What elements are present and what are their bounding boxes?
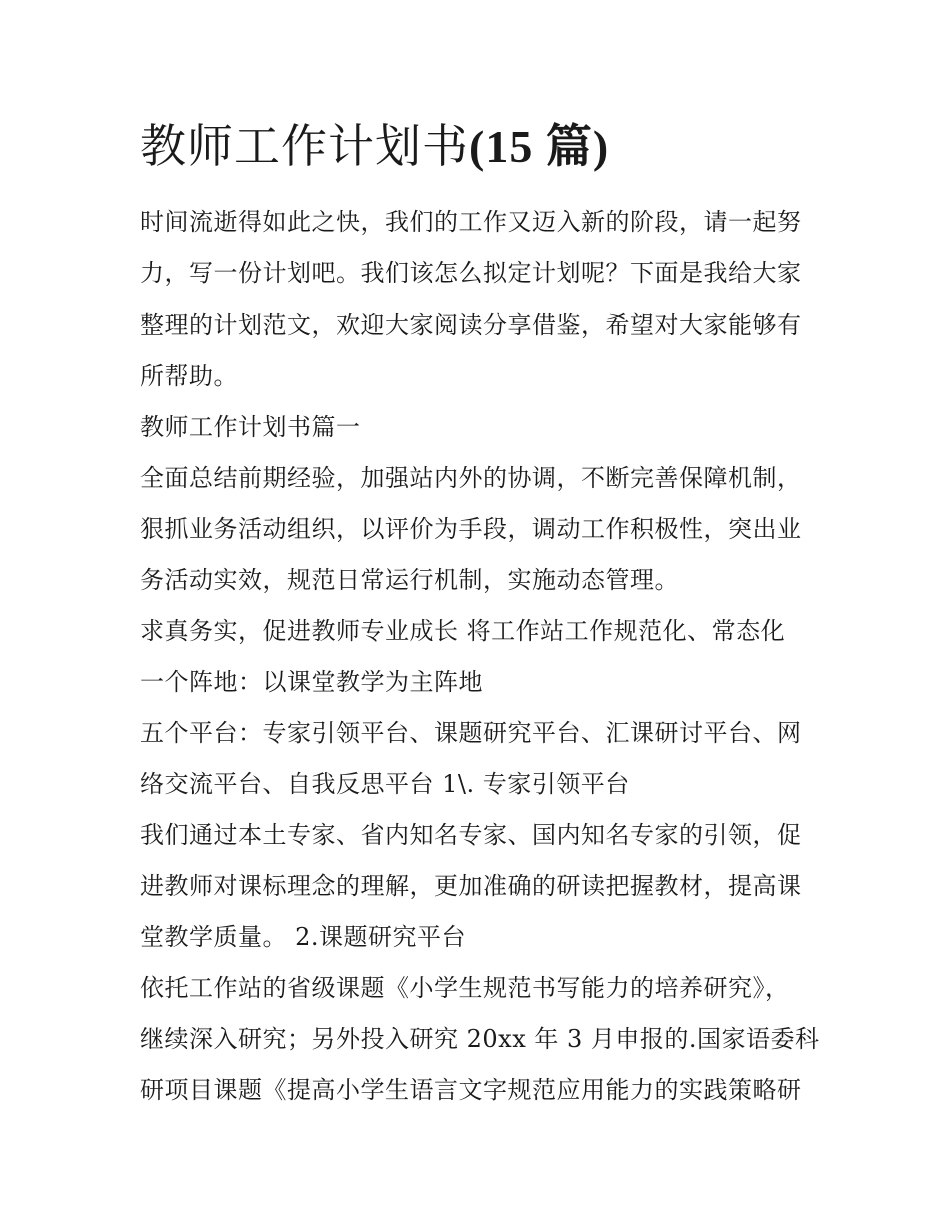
body-line: 时间流逝得如此之快，我们的工作又迈入新的阶段，请一起努 [140, 208, 802, 236]
title-count: (15 篇) [469, 121, 610, 172]
body-line: 依托工作站的省级课题《小学生规范书写能力的培养研究》， [140, 974, 790, 1002]
section-heading: 教师工作计划书篇一 [140, 413, 361, 441]
body-line: 一个阵地：以课堂教学为主阵地 [140, 668, 483, 696]
body-line: 全面总结前期经验，加强站内外的协调，不断完善保障机制， [140, 464, 802, 492]
body-line: 求真务实，促进教师专业成长 将工作站工作规范化、常态化 [140, 617, 786, 645]
body-line: 整理的计划范文，欢迎大家阅读分享借鉴，希望对大家能够有 [140, 311, 802, 339]
body-line: 我们通过本土专家、省内知名专家、国内知名专家的引领，促 [140, 821, 802, 849]
body-line: 进教师对课标理念的理解，更加准确的研读把握教材，提高课 [140, 872, 802, 900]
body-line: 所帮助。 [140, 362, 238, 390]
body-line: 力，写一份计划吧。我们该怎么拟定计划呢？下面是我给大家 [140, 259, 802, 287]
body-line: 络交流平台、自我反思平台 1\. 专家引领平台 [140, 770, 630, 798]
document-title [140, 116, 609, 177]
body-line: 务活动实效，规范日常运行机制，实施动态管理。 [140, 566, 679, 594]
title-text: 教师工作计划书 [140, 119, 469, 173]
body-line: 继续深入研究；另外投入研究 20xx 年 3 月申报的.国家语委科 [140, 1025, 820, 1053]
body-line: 五个平台：专家引领平台、课题研究平台、汇课研讨平台、网 [140, 719, 802, 747]
body-line: 研项目课题《提高小学生语言文字规范应用能力的实践策略研 [140, 1076, 802, 1104]
body-line: 狠抓业务活动组织，以评价为手段，调动工作积极性，突出业 [140, 515, 802, 543]
body-line: 堂教学质量。 2.课题研究平台 [140, 923, 467, 951]
